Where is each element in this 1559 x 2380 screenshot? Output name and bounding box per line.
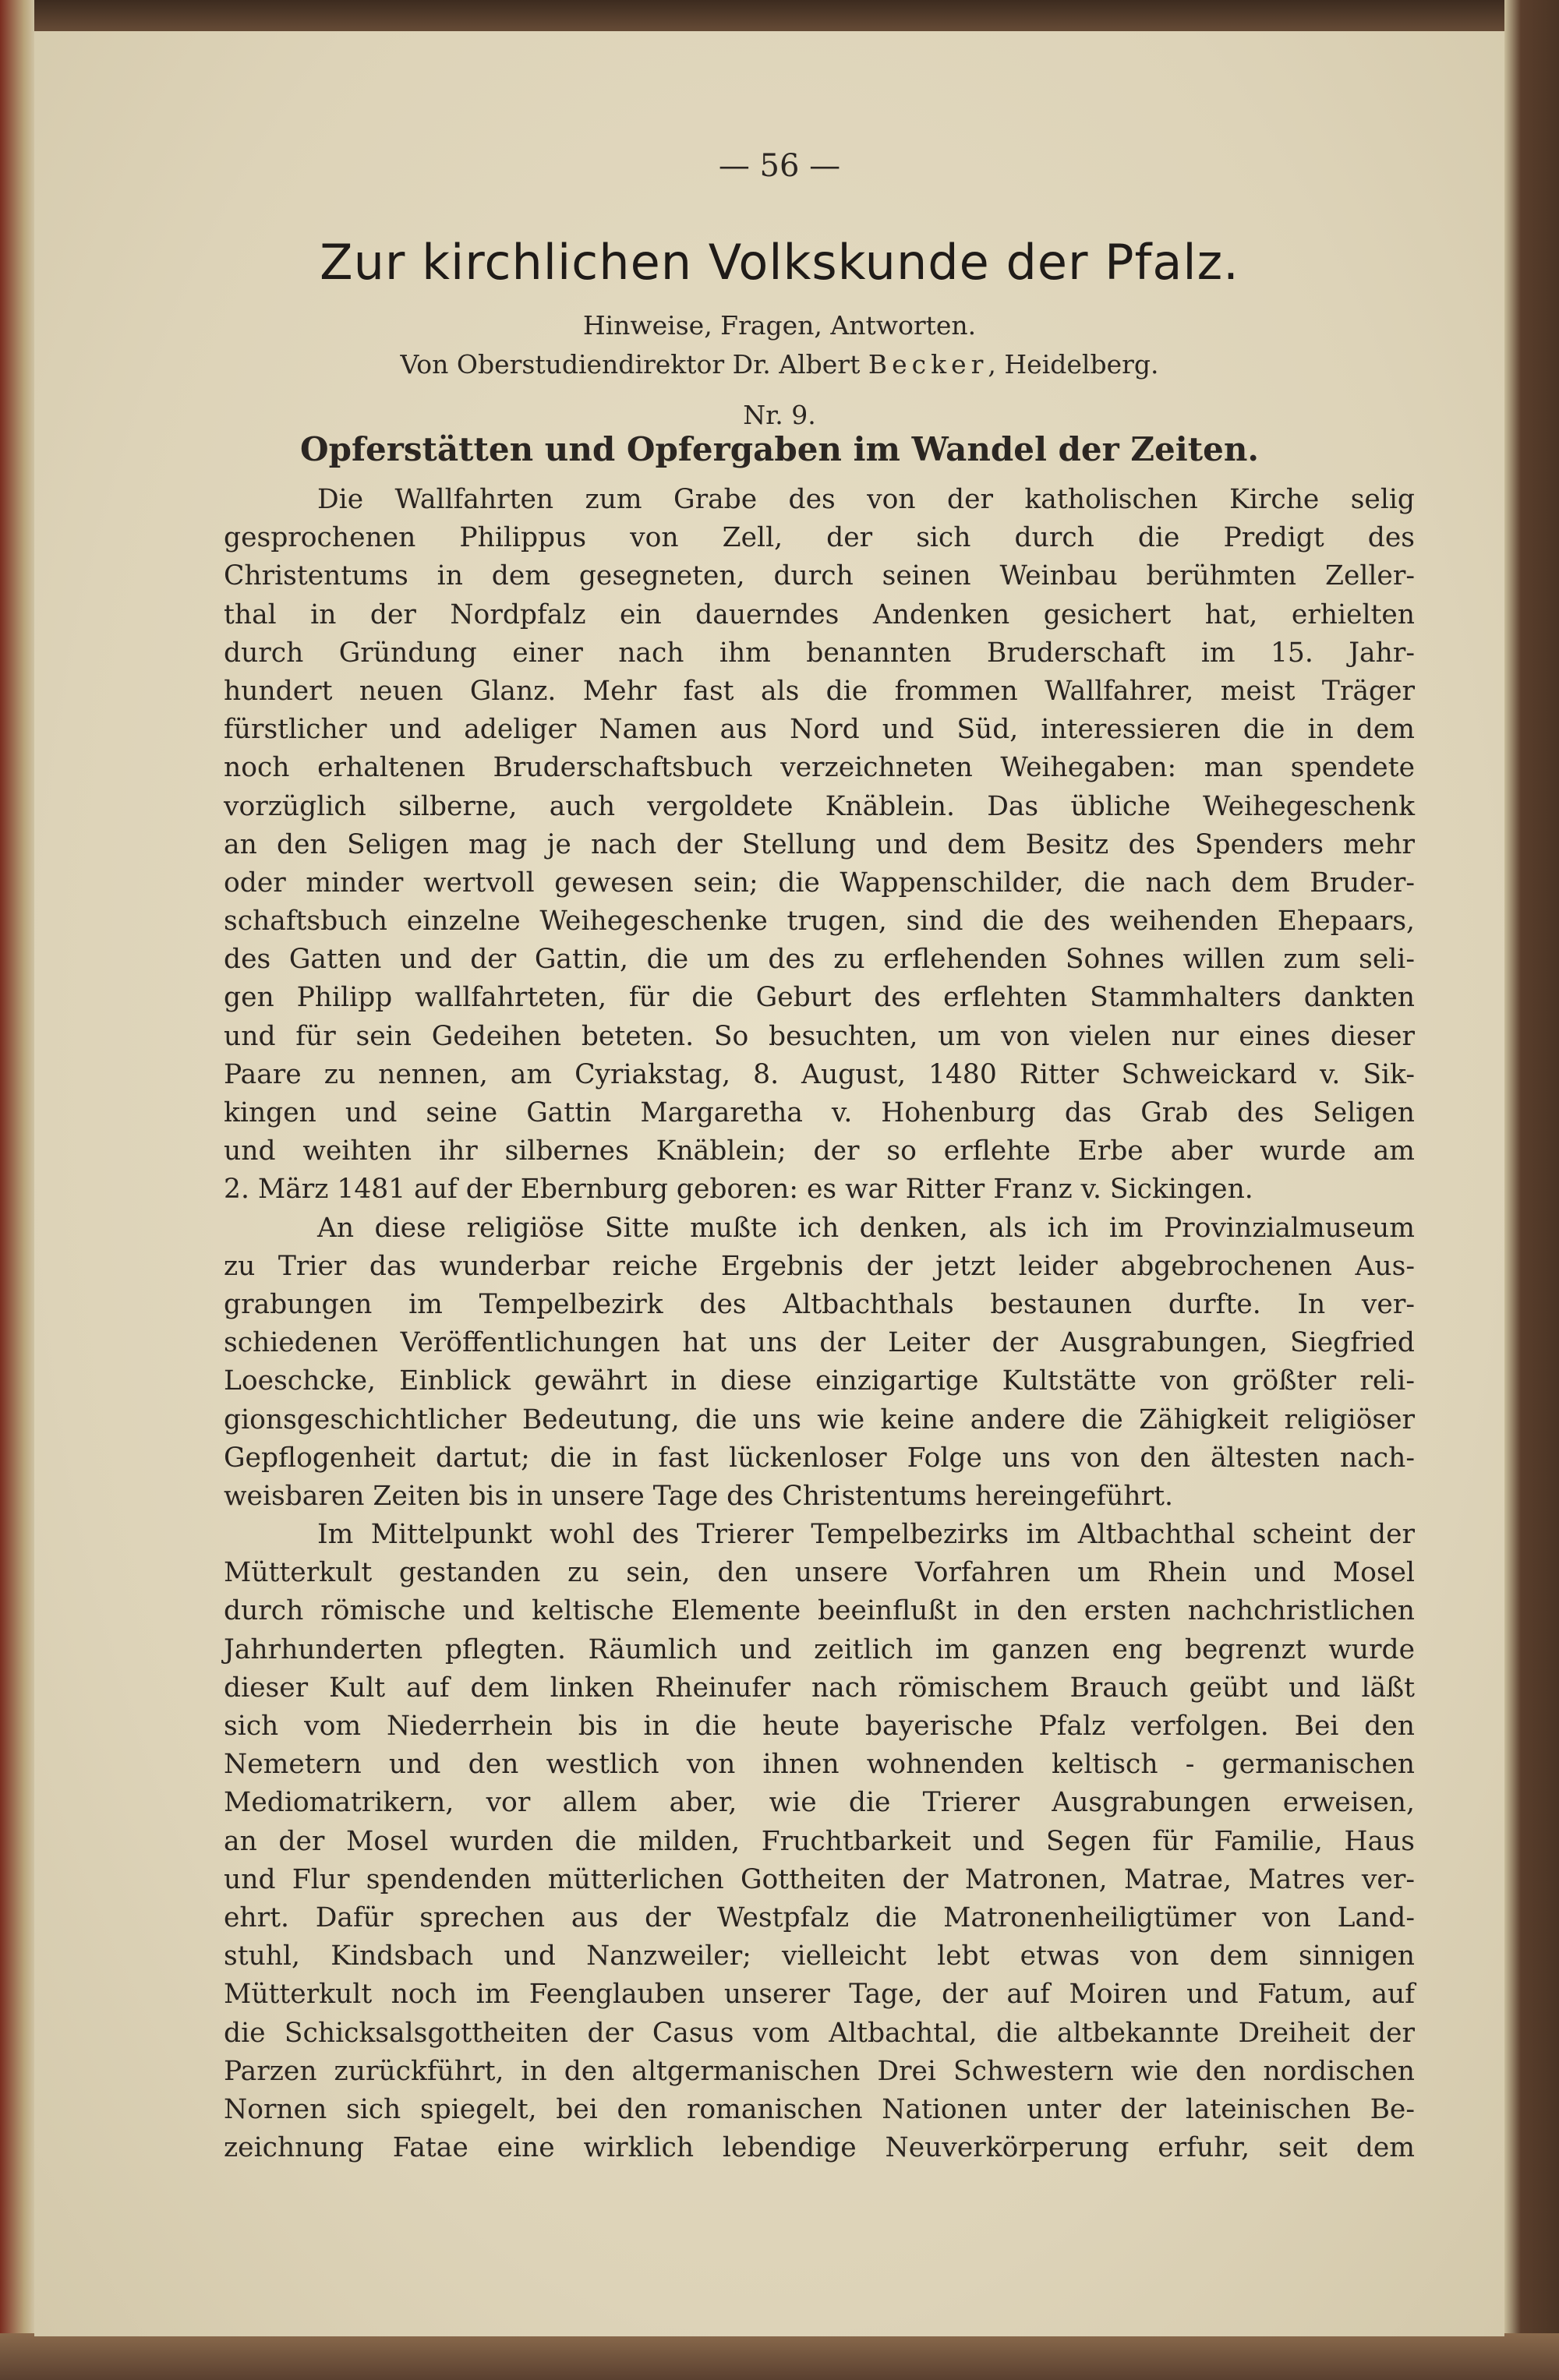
body-line: vorzüglich silberne, auch vergoldete Knäblein. Das übliche Weihegeschenk xyxy=(224,790,1415,822)
body-line: gionsgeschichtlicher Bedeutung, die uns wie keine andere die Zähigkeit religiöser xyxy=(224,1404,1415,1435)
body-line: schiedenen Veröffentlichungen hat uns der Leiter der Ausgrabungen, Siegfried xyxy=(224,1327,1415,1359)
body-line: grabungen im Tempelbezirk des Altbachthals bestaunen durfte. In ver- xyxy=(224,1288,1415,1320)
body-line: an der Mosel wurden die milden, Fruchtbarkeit und Segen für Familie, Haus xyxy=(224,1825,1415,1857)
body-line: an den Seligen mag je nach der Stellung und dem Besitz des Spenders mehr xyxy=(224,828,1415,860)
body-line: die Schicksalsgottheiten der Casus vom Altbachtal, die altbekannte Dreiheit der xyxy=(224,2017,1415,2049)
article-subtitle: Hinweise, Fragen, Antworten. xyxy=(582,310,977,341)
author-line-post: , Heidelberg. xyxy=(988,349,1159,380)
article-title: Zur kirchlichen Volkskunde der Pfalz. xyxy=(320,234,1239,291)
body-line: Parzen zurückführt, in den altgermanischen Drei Schwestern wie den nordischen xyxy=(224,2055,1415,2087)
body-line: oder minder wertvoll gewesen sein; die Wappenschilder, die nach dem Bruder- xyxy=(224,867,1415,899)
body-line: gesprochenen Philippus von Zell, der sich durch die Predigt des xyxy=(224,522,1415,554)
body-line: zu Trier das wunderbar reiche Ergebnis der jetzt leider abgebrochenen Aus- xyxy=(224,1250,1415,1282)
body-line: Jahrhunderten pflegten. Räumlich und zeitlich im ganzen eng begrenzt wurde xyxy=(224,1633,1415,1665)
section-heading: Opferstätten und Opfergaben im Wandel der Zeiten. xyxy=(300,430,1259,468)
body-line: Mütterkult noch im Feenglauben unserer Tage, der auf Moiren und Fatum, auf xyxy=(224,1979,1415,2011)
body-line: Mediomatrikern, vor allem aber, wie die Trierer Ausgrabungen erweisen, xyxy=(224,1787,1415,1819)
body-line: Nornen sich spiegelt, bei den romanischen Nationen unter der lateinischen Be- xyxy=(224,2093,1415,2125)
body-line: thal in der Nordpfalz ein dauerndes Andenken gesichert hat, erhielten xyxy=(224,599,1415,630)
body-line: kingen und seine Gattin Margaretha v. Hohenburg das Grab des Seligen xyxy=(224,1097,1415,1128)
body-line: und weihten ihr silbernes Knäblein; der so erflehte Erbe aber wurde am xyxy=(224,1135,1415,1167)
body-line: dieser Kult auf dem linken Rheinufer nach römischem Brauch geübt und läßt xyxy=(224,1672,1415,1704)
book-bottom-edge xyxy=(0,2333,1559,2380)
body-line: sich vom Niederrhein bis in die heute bayerische Pfalz verfolgen. Bei den xyxy=(224,1711,1415,1742)
body-line: Mütterkult gestanden zu sein, den unsere Vorfahren um Rhein und Mosel xyxy=(224,1557,1415,1589)
body-line: Christentums in dem gesegneten, durch seinen Weinbau berühmten Zeller- xyxy=(224,560,1415,592)
body-line: hundert neuen Glanz. Mehr fast als die frommen Wallfahrer, meist Träger xyxy=(224,675,1415,707)
body-line: Paare zu nennen, am Cyriakstag, 8. August, 1480 Ritter Schweickard v. Sik- xyxy=(224,1058,1415,1090)
body-line: Die Wallfahrten zum Grabe des von der katholischen Kirche selig xyxy=(317,484,1415,515)
article-body xyxy=(224,481,1415,2167)
body-line: Loeschcke, Einblick gewährt in diese einzigartige Kultstätte von größter reli- xyxy=(224,1365,1415,1397)
body-line: noch erhaltenen Bruderschaftsbuch verzeichneten Weihegaben: man spendete xyxy=(224,752,1415,784)
book-top-edge xyxy=(0,0,1559,34)
author-name: Becker xyxy=(868,349,988,380)
body-line: fürstlicher und adeliger Namen aus Nord und Süd, interessieren die in dem xyxy=(224,714,1415,746)
body-line: ehrt. Dafür sprechen aus der Westpfalz die Matronenheiligtümer von Land- xyxy=(224,1902,1415,1933)
body-line: gen Philipp wallfahrteten, für die Geburt des erflehten Stammhalters dankten xyxy=(224,982,1415,1014)
body-line: schaftsbuch einzelne Weihegeschenke trugen, sind die des weihenden Ehepaars, xyxy=(224,906,1415,938)
author-line-pre: Von Oberstudiendirektor Dr. Albert xyxy=(400,349,868,380)
body-line: durch Gründung einer nach ihm benannten Bruderschaft im 15. Jahr- xyxy=(224,637,1415,669)
body-line: 2. März 1481 auf der Ebernburg geboren: es war Ritter Franz v. Sickingen. xyxy=(224,1174,1253,1206)
author-line xyxy=(0,349,1559,380)
body-line: zeichnung Fatae eine wirklich lebendige Neuverkörperung erfuhr, seit dem xyxy=(224,2132,1415,2164)
body-line: Im Mittelpunkt wohl des Trierer Tempelbezirks im Altbachthal scheint der xyxy=(317,1519,1415,1551)
body-line: durch römische und keltische Elemente beeinflußt in den ersten nachchristlichen xyxy=(224,1595,1415,1627)
page-number: — 56 — xyxy=(718,148,841,184)
body-line: An diese religiöse Sitte mußte ich denken, als ich im Provinzialmuseum xyxy=(317,1212,1415,1244)
body-line: und für sein Gedeihen beteten. So besuchten, um von vielen nur eines dieser xyxy=(224,1020,1415,1052)
body-line: stuhl, Kindsbach und Nanzweiler; vielleicht lebt etwas von dem sinnigen xyxy=(224,1940,1415,1972)
body-line: weisbaren Zeiten bis in unsere Tage des Christentums hereingeführt. xyxy=(224,1480,1173,1512)
body-line: Nemetern und den westlich von ihnen wohnenden keltisch - germanischen xyxy=(224,1749,1415,1781)
body-line: Gepflogenheit dartut; die in fast lückenloser Folge uns von den ältesten nach- xyxy=(224,1442,1415,1474)
body-line: und Flur spendenden mütterlichen Gottheiten der Matronen, Matrae, Matres ver- xyxy=(224,1863,1415,1895)
body-line: des Gatten und der Gattin, die um des zu erflehenden Sohnes willen zum seli- xyxy=(224,944,1415,976)
issue-number: Nr. 9. xyxy=(743,400,816,430)
